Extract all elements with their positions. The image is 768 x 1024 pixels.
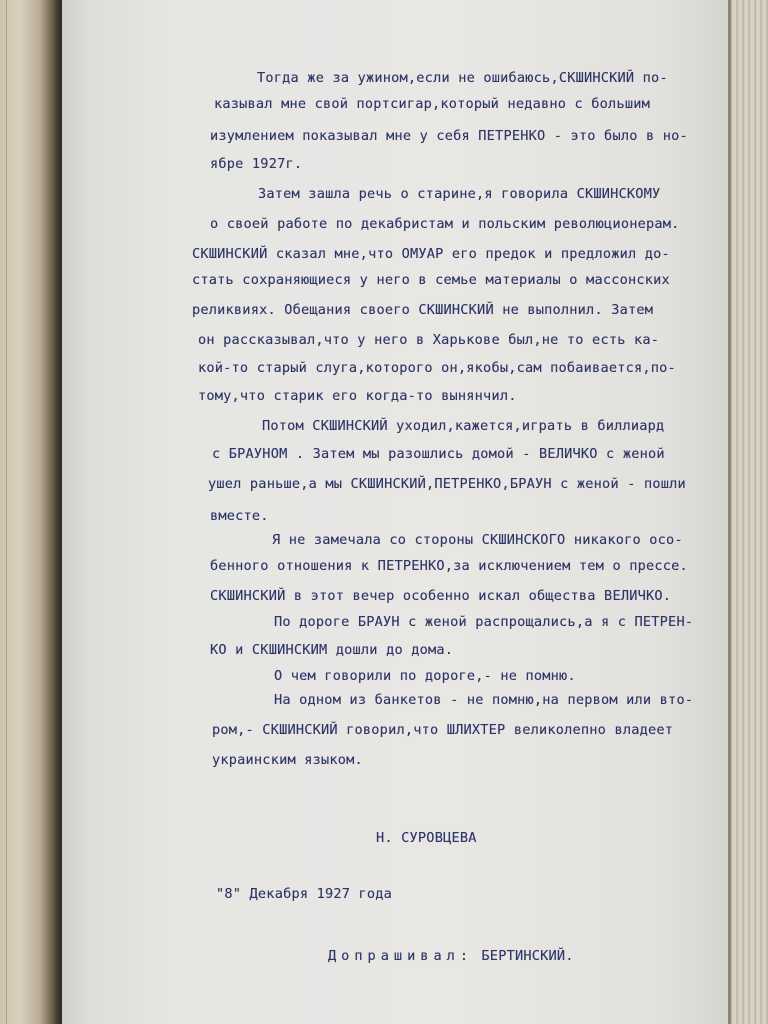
body-line: ушел раньше,а мы СКШИНСКИЙ,ПЕТРЕНКО,БРАУН с женой - пошли bbox=[208, 476, 686, 492]
body-line: По дороге БРАУН с женой распрощались,а я с ПЕТРЕН- bbox=[274, 614, 694, 630]
body-line: О чем говорили по дороге,- не помню. bbox=[274, 668, 576, 684]
body-line: реликвиях. Обещания своего СКШИНСКИЙ не выполнил. Затем bbox=[192, 302, 654, 318]
body-line: украинским языком. bbox=[212, 752, 363, 768]
document-date: "8" Декабря 1927 года bbox=[216, 886, 393, 902]
body-line: тому,что старик его когда-то вынянчил. bbox=[198, 388, 517, 404]
body-line: ром,- СКШИНСКИЙ говорил,что ШЛИХТЕР великолепно владеет bbox=[212, 722, 674, 738]
page-stack-edge bbox=[728, 0, 768, 1024]
body-line: На одном из банкетов - не помню,на первом или вто- bbox=[274, 692, 694, 708]
body-line: кой-то старый слуга,которого он,якобы,сам побаивается,по- bbox=[198, 360, 676, 376]
body-line: бенного отношения к ПЕТРЕНКО,за исключением тем о прессе. bbox=[210, 558, 688, 574]
document-page bbox=[62, 0, 728, 1024]
body-line: Затем зашла речь о старине,я говорила СКШИНСКОМУ bbox=[258, 186, 661, 202]
body-line: ябре 1927г. bbox=[210, 156, 303, 172]
body-line: о своей работе по декабристам и польским революционерам. bbox=[210, 216, 680, 232]
body-line: изумлением показывал мне у себя ПЕТРЕНКО - это было в но- bbox=[210, 128, 688, 144]
body-line: казывал мне свой портсигар,который недавно с большим bbox=[214, 96, 650, 112]
interrogator-label: Допрашивал: bbox=[328, 948, 474, 964]
body-line: Я не замечала со стороны СКШИНСКОГО никакого осо- bbox=[272, 532, 683, 548]
interrogator-name: БЕРТИНСКИЙ. bbox=[481, 948, 574, 964]
interrogator bbox=[328, 948, 574, 964]
signature: Н. СУРОВЦЕВА bbox=[376, 830, 477, 846]
body-line: вместе. bbox=[210, 508, 269, 524]
previous-page-edge bbox=[0, 0, 62, 1024]
body-line: Тогда же за ужином,если не ошибаюсь,СКШИНСКИЙ по- bbox=[257, 70, 668, 86]
body-line: СКШИНСКИЙ сказал мне,что ОМУАР его предок и предложил до- bbox=[192, 246, 670, 262]
typed-text bbox=[62, 0, 728, 1024]
body-line: СКШИНСКИЙ в этот вечер особенно искал общества ВЕЛИЧКО. bbox=[210, 588, 672, 604]
body-line: он рассказывал,что у него в Харькове был,не то есть ка- bbox=[198, 332, 660, 348]
body-line: с БРАУНОМ . Затем мы разошлись домой - ВЕЛИЧКО с женой bbox=[212, 446, 665, 462]
body-line: Потом СКШИНСКИЙ уходил,кажется,играть в биллиард bbox=[262, 418, 665, 434]
body-line: стать сохраняющиеся у него в семье материалы о массонских bbox=[192, 272, 670, 288]
body-line: КО и СКШИНСКИМ дошли до дома. bbox=[210, 642, 454, 658]
